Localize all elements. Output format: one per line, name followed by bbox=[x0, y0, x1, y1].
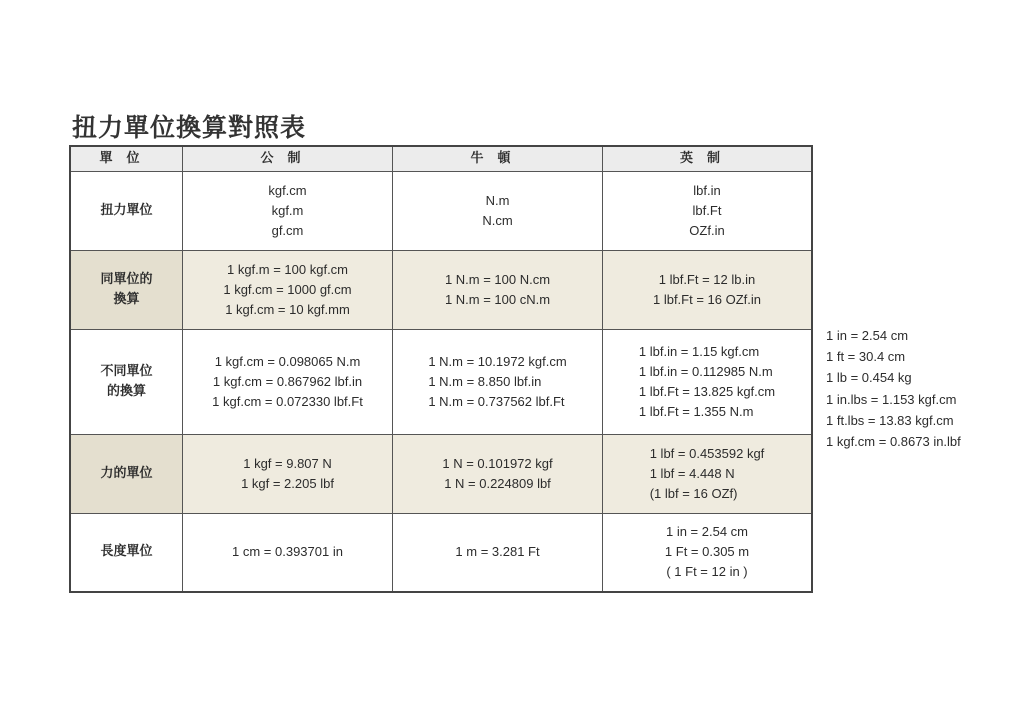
cell-metric bbox=[183, 435, 393, 514]
cell-line: 1 kgf.cm = 0.072330 lbf.Ft bbox=[212, 394, 363, 409]
side-note: 1 in = 2.54 cm bbox=[826, 328, 909, 343]
cell-line: kgf.cm bbox=[268, 183, 307, 198]
cell-line: lbf.Ft bbox=[692, 203, 722, 218]
cell-line: 1 lbf.in = 0.112985 N.m bbox=[638, 364, 773, 379]
row-label-line: 同單位的 bbox=[100, 272, 153, 287]
cell-metric bbox=[183, 172, 393, 251]
cell-line: 1 kgf.m = 100 kgf.cm bbox=[226, 262, 349, 277]
row-label: 長度單位 bbox=[70, 514, 183, 592]
cell-metric bbox=[183, 330, 393, 435]
cell-line: N.cm bbox=[482, 213, 513, 228]
cell-line: 1 N = 0.101972 kgf bbox=[442, 456, 553, 471]
cell-imperial bbox=[603, 251, 813, 330]
side-note: 1 in.lbs = 1.153 kgf.cm bbox=[826, 391, 957, 407]
header-unit: 單位 bbox=[70, 146, 183, 172]
torque-conversion-table bbox=[69, 145, 813, 593]
side-note: 1 lb = 0.454 kg bbox=[826, 370, 912, 386]
row-label-line: 不同單位 bbox=[100, 364, 153, 379]
cell-line: 1 kgf = 9.807 N bbox=[243, 456, 332, 471]
header-newton: 牛頓 bbox=[393, 146, 603, 172]
cell-imperial bbox=[603, 514, 813, 592]
cell-newton bbox=[393, 514, 603, 592]
cell-line: ( 1 Ft = 12 in ) bbox=[666, 564, 748, 580]
cell-line: kgf.m bbox=[271, 203, 304, 218]
cell-line: 1 kgf.cm = 0.867962 lbf.in bbox=[212, 374, 363, 389]
cell-newton bbox=[393, 251, 603, 330]
cell-line: 1 lbf = 0.453592 kgf bbox=[649, 446, 765, 461]
cell-line: 1 m = 3.281 Ft bbox=[455, 544, 540, 560]
table-row-force-units bbox=[70, 435, 812, 514]
cell-line: gf.cm bbox=[271, 223, 304, 238]
cell-line: 1 lbf.Ft = 12 lb.in bbox=[658, 272, 756, 287]
cell-line: 1 lbf.Ft = 16 OZf.in bbox=[652, 292, 762, 307]
cell-newton bbox=[393, 330, 603, 435]
cell-newton bbox=[393, 435, 603, 514]
table-row-same-unit bbox=[70, 251, 812, 330]
header-metric: 公制 bbox=[183, 146, 393, 172]
side-note: 1 kgf.cm = 0.8673 in.lbf bbox=[826, 434, 961, 450]
cell-imperial bbox=[603, 330, 813, 435]
cell-line: 1 lbf.in = 1.15 kgf.cm bbox=[638, 344, 760, 359]
cell-line: N.m bbox=[485, 193, 510, 208]
table-header-row bbox=[70, 146, 812, 172]
cell-line: 1 Ft = 0.305 m bbox=[664, 544, 750, 560]
cell-line: 1 lbf.Ft = 1.355 N.m bbox=[638, 404, 754, 419]
side-note: 1 ft.lbs = 13.83 kgf.cm bbox=[826, 412, 954, 428]
table-row-torque-units bbox=[70, 172, 812, 251]
cell-line: 1 in = 2.54 cm bbox=[665, 524, 749, 540]
row-label bbox=[70, 330, 183, 435]
cell-line: 1 N.m = 100 N.cm bbox=[444, 272, 551, 287]
cell-line: 1 N.m = 10.1972 kgf.cm bbox=[428, 354, 567, 369]
header-imperial: 英制 bbox=[603, 146, 813, 172]
cell-line: 1 N = 0.224809 lbf bbox=[444, 476, 551, 491]
cell-line: 1 kgf = 2.205 lbf bbox=[241, 476, 334, 491]
side-notes bbox=[826, 325, 961, 452]
cell-imperial bbox=[603, 435, 813, 514]
table-row-length-units bbox=[70, 514, 812, 592]
cell-metric bbox=[183, 514, 393, 592]
side-note: 1 ft = 30.4 cm bbox=[826, 349, 906, 365]
row-label-line: 的換算 bbox=[106, 384, 146, 399]
cell-line: 1 kgf.cm = 10 kgf.mm bbox=[225, 302, 350, 317]
cell-line: 1 kgf.cm = 0.098065 N.m bbox=[214, 354, 361, 369]
cell-line: 1 kgf.cm = 1000 gf.cm bbox=[223, 282, 352, 297]
cell-line: 1 N.m = 0.737562 lbf.Ft bbox=[428, 394, 565, 409]
cell-imperial bbox=[603, 172, 813, 251]
cell-line: 1 lbf.Ft = 13.825 kgf.cm bbox=[638, 384, 776, 399]
cell-line: 1 N.m = 8.850 lbf.in bbox=[428, 374, 542, 389]
cell-metric bbox=[183, 251, 393, 330]
row-label: 力的單位 bbox=[70, 435, 183, 514]
cell-newton bbox=[393, 172, 603, 251]
table-row-different-unit bbox=[70, 330, 812, 435]
page-title: 扭力單位換算對照表 bbox=[72, 113, 307, 142]
cell-line: (1 lbf = 16 OZf) bbox=[649, 486, 738, 501]
row-label: 扭力單位 bbox=[70, 172, 183, 251]
cell-line: 1 N.m = 100 cN.m bbox=[444, 292, 551, 307]
cell-line: lbf.in bbox=[693, 183, 721, 198]
row-label bbox=[70, 251, 183, 330]
cell-line: OZf.in bbox=[689, 223, 725, 238]
cell-line: 1 lbf = 4.448 N bbox=[649, 466, 735, 481]
cell-line: 1 cm = 0.393701 in bbox=[232, 544, 343, 560]
row-label-line: 換算 bbox=[113, 292, 140, 307]
